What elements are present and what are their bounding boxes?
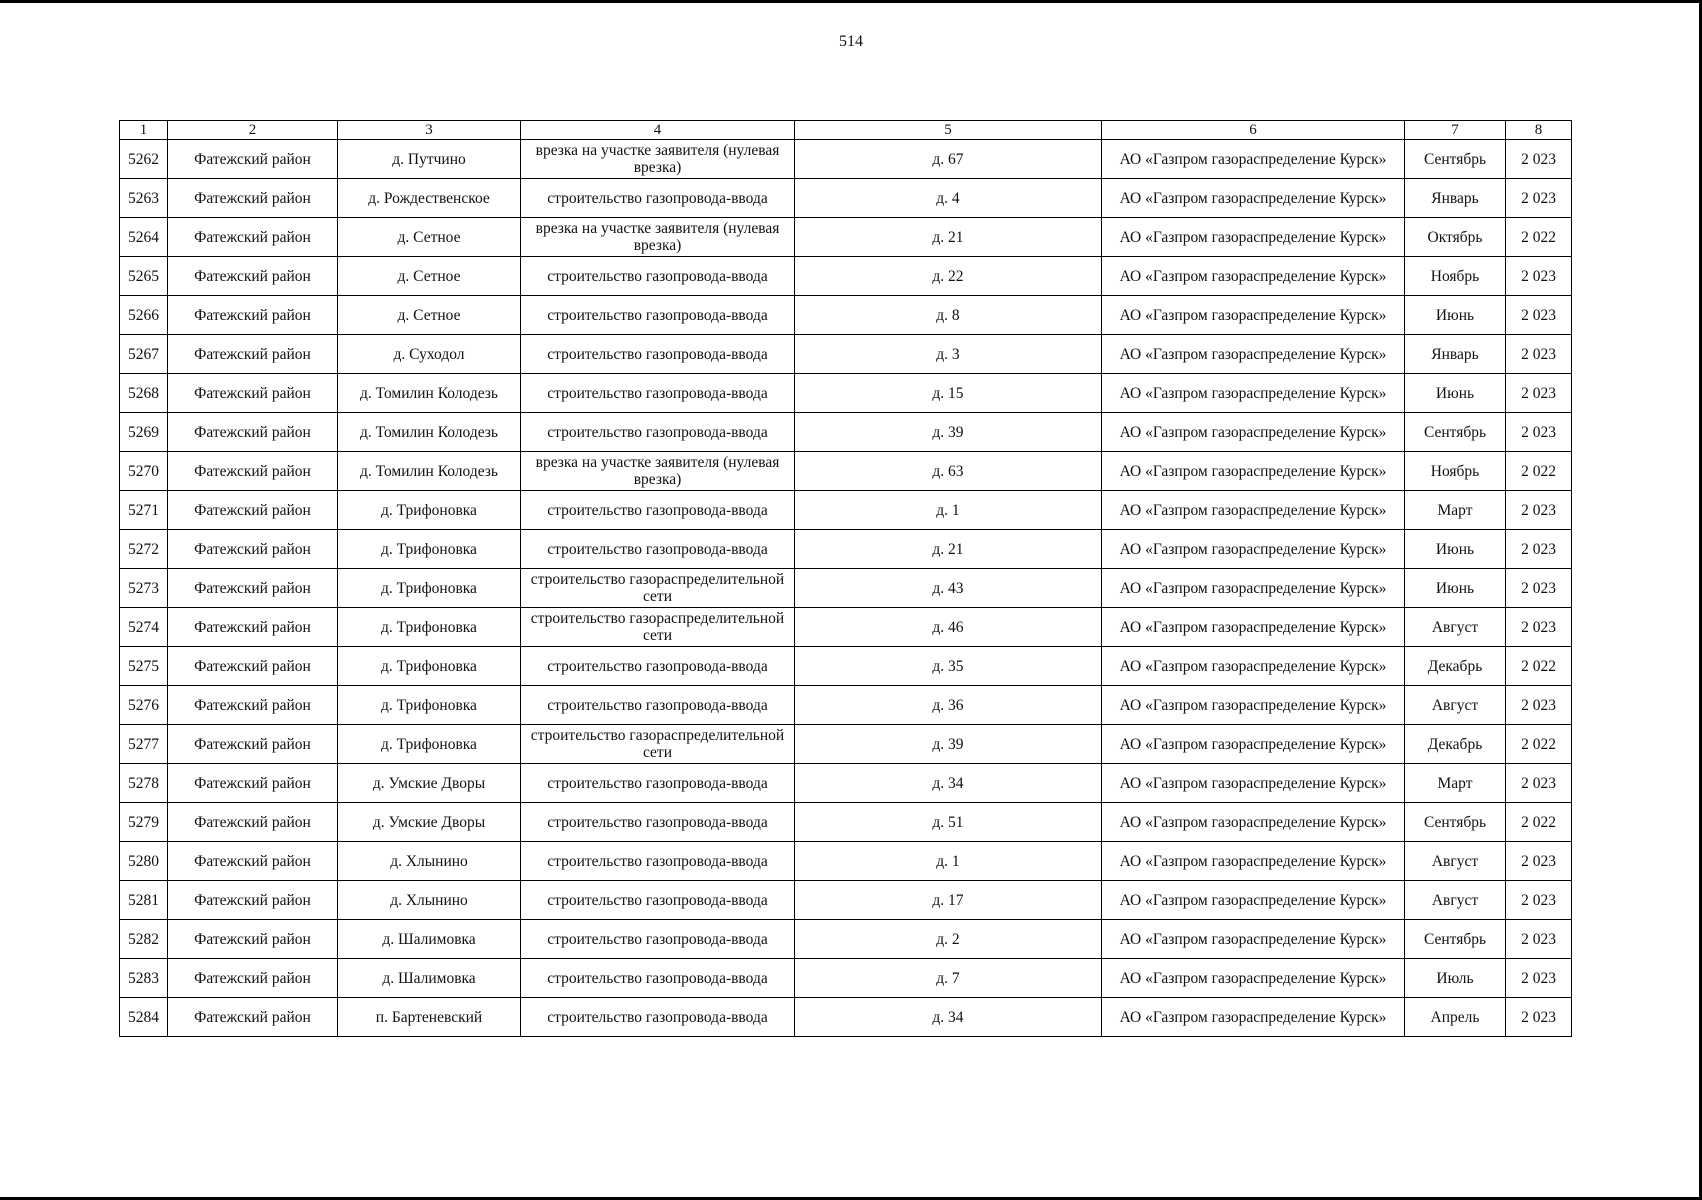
organization-cell: АО «Газпром газораспределение Курск» — [1102, 413, 1405, 452]
work-type-cell: строительство газопровода-ввода — [521, 803, 795, 842]
settlement-cell: д. Шалимовка — [338, 959, 521, 998]
work-type-cell: строительство газопровода-ввода — [521, 491, 795, 530]
settlement-cell: д. Трифоновка — [338, 686, 521, 725]
work-type-cell: строительство газопровода-ввода — [521, 413, 795, 452]
year-cell: 2 023 — [1506, 881, 1572, 920]
table-row — [120, 569, 1572, 608]
organization-cell: АО «Газпром газораспределение Курск» — [1102, 725, 1405, 764]
table-row — [120, 491, 1572, 530]
row-number-cell: 5284 — [120, 998, 168, 1037]
table-row — [120, 257, 1572, 296]
work-type-cell: строительство газопровода-ввода — [521, 647, 795, 686]
settlement-cell: д. Сетное — [338, 218, 521, 257]
house-cell: д. 4 — [795, 179, 1102, 218]
organization-cell: АО «Газпром газораспределение Курск» — [1102, 569, 1405, 608]
organization-cell: АО «Газпром газораспределение Курск» — [1102, 335, 1405, 374]
column-header-7: 7 — [1405, 121, 1506, 140]
year-cell: 2 023 — [1506, 257, 1572, 296]
column-header-3: 3 — [338, 121, 521, 140]
month-cell: Август — [1405, 881, 1506, 920]
work-type-cell: строительство газораспределительной сети — [521, 608, 795, 647]
organization-cell: АО «Газпром газораспределение Курск» — [1102, 491, 1405, 530]
page-number: 514 — [839, 33, 863, 50]
row-number-cell: 5283 — [120, 959, 168, 998]
table-row — [120, 608, 1572, 647]
table-row — [120, 920, 1572, 959]
work-type-cell: врезка на участке заявителя (нулевая врезка) — [521, 452, 795, 491]
house-cell: д. 67 — [795, 140, 1102, 179]
organization-cell: АО «Газпром газораспределение Курск» — [1102, 764, 1405, 803]
house-cell: д. 46 — [795, 608, 1102, 647]
row-number-cell: 5270 — [120, 452, 168, 491]
district-cell: Фатежский район — [168, 725, 338, 764]
house-cell: д. 17 — [795, 881, 1102, 920]
district-cell: Фатежский район — [168, 140, 338, 179]
year-cell: 2 023 — [1506, 959, 1572, 998]
work-type-cell: строительство газопровода-ввода — [521, 920, 795, 959]
table-row — [120, 296, 1572, 335]
district-cell: Фатежский район — [168, 764, 338, 803]
house-cell: д. 34 — [795, 998, 1102, 1037]
column-header-2: 2 — [168, 121, 338, 140]
house-cell: д. 36 — [795, 686, 1102, 725]
year-cell: 2 022 — [1506, 803, 1572, 842]
work-type-cell: строительство газопровода-ввода — [521, 296, 795, 335]
organization-cell: АО «Газпром газораспределение Курск» — [1102, 374, 1405, 413]
table-row — [120, 218, 1572, 257]
month-cell: Декабрь — [1405, 647, 1506, 686]
row-number-cell: 5282 — [120, 920, 168, 959]
month-cell: Июль — [1405, 959, 1506, 998]
table-row — [120, 179, 1572, 218]
table-row — [120, 335, 1572, 374]
settlement-cell: д. Суходол — [338, 335, 521, 374]
month-cell: Сентябрь — [1405, 413, 1506, 452]
organization-cell: АО «Газпром газораспределение Курск» — [1102, 920, 1405, 959]
row-number-cell: 5276 — [120, 686, 168, 725]
house-cell: д. 21 — [795, 218, 1102, 257]
row-number-cell: 5268 — [120, 374, 168, 413]
gas-connection-table — [119, 120, 1572, 1037]
month-cell: Апрель — [1405, 998, 1506, 1037]
house-cell: д. 63 — [795, 452, 1102, 491]
organization-cell: АО «Газпром газораспределение Курск» — [1102, 803, 1405, 842]
district-cell: Фатежский район — [168, 647, 338, 686]
house-cell: д. 7 — [795, 959, 1102, 998]
settlement-cell: д. Путчино — [338, 140, 521, 179]
row-number-cell: 5267 — [120, 335, 168, 374]
work-type-cell: строительство газопровода-ввода — [521, 881, 795, 920]
organization-cell: АО «Газпром газораспределение Курск» — [1102, 257, 1405, 296]
month-cell: Ноябрь — [1405, 257, 1506, 296]
month-cell: Сентябрь — [1405, 140, 1506, 179]
year-cell: 2 023 — [1506, 530, 1572, 569]
organization-cell: АО «Газпром газораспределение Курск» — [1102, 881, 1405, 920]
organization-cell: АО «Газпром газораспределение Курск» — [1102, 608, 1405, 647]
row-number-cell: 5269 — [120, 413, 168, 452]
work-type-cell: строительство газопровода-ввода — [521, 764, 795, 803]
year-cell: 2 022 — [1506, 725, 1572, 764]
organization-cell: АО «Газпром газораспределение Курск» — [1102, 296, 1405, 335]
year-cell: 2 023 — [1506, 335, 1572, 374]
month-cell: Июнь — [1405, 374, 1506, 413]
table-row — [120, 842, 1572, 881]
work-type-cell: строительство газопровода-ввода — [521, 998, 795, 1037]
column-header-5: 5 — [795, 121, 1102, 140]
month-cell: Март — [1405, 491, 1506, 530]
row-number-cell: 5274 — [120, 608, 168, 647]
row-number-cell: 5277 — [120, 725, 168, 764]
district-cell: Фатежский район — [168, 218, 338, 257]
district-cell: Фатежский район — [168, 296, 338, 335]
row-number-cell: 5264 — [120, 218, 168, 257]
organization-cell: АО «Газпром газораспределение Курск» — [1102, 218, 1405, 257]
district-cell: Фатежский район — [168, 998, 338, 1037]
month-cell: Октябрь — [1405, 218, 1506, 257]
organization-cell: АО «Газпром газораспределение Курск» — [1102, 647, 1405, 686]
settlement-cell: д. Хлынино — [338, 842, 521, 881]
month-cell: Ноябрь — [1405, 452, 1506, 491]
column-header-6: 6 — [1102, 121, 1405, 140]
organization-cell: АО «Газпром газораспределение Курск» — [1102, 959, 1405, 998]
settlement-cell: д. Хлынино — [338, 881, 521, 920]
table-row — [120, 725, 1572, 764]
district-cell: Фатежский район — [168, 959, 338, 998]
table-body — [120, 140, 1572, 1037]
year-cell: 2 023 — [1506, 608, 1572, 647]
row-number-cell: 5280 — [120, 842, 168, 881]
settlement-cell: д. Трифоновка — [338, 569, 521, 608]
table-row — [120, 452, 1572, 491]
row-number-cell: 5273 — [120, 569, 168, 608]
row-number-cell: 5262 — [120, 140, 168, 179]
row-number-cell: 5272 — [120, 530, 168, 569]
house-cell: д. 34 — [795, 764, 1102, 803]
month-cell: Июнь — [1405, 569, 1506, 608]
settlement-cell: д. Умские Дворы — [338, 803, 521, 842]
row-number-cell: 5266 — [120, 296, 168, 335]
year-cell: 2 023 — [1506, 764, 1572, 803]
district-cell: Фатежский район — [168, 686, 338, 725]
settlement-cell: д. Трифоновка — [338, 608, 521, 647]
year-cell: 2 022 — [1506, 218, 1572, 257]
house-cell: д. 21 — [795, 530, 1102, 569]
work-type-cell: строительство газораспределительной сети — [521, 569, 795, 608]
organization-cell: АО «Газпром газораспределение Курск» — [1102, 998, 1405, 1037]
month-cell: Сентябрь — [1405, 920, 1506, 959]
work-type-cell: строительство газопровода-ввода — [521, 686, 795, 725]
work-type-cell: строительство газопровода-ввода — [521, 257, 795, 296]
settlement-cell: п. Бартеневский — [338, 998, 521, 1037]
year-cell: 2 022 — [1506, 647, 1572, 686]
work-type-cell: врезка на участке заявителя (нулевая врезка) — [521, 140, 795, 179]
settlement-cell: д. Сетное — [338, 296, 521, 335]
work-type-cell: строительство газопровода-ввода — [521, 374, 795, 413]
month-cell: Август — [1405, 842, 1506, 881]
district-cell: Фатежский район — [168, 569, 338, 608]
column-header-8: 8 — [1506, 121, 1572, 140]
work-type-cell: строительство газопровода-ввода — [521, 335, 795, 374]
settlement-cell: д. Трифоновка — [338, 647, 521, 686]
year-cell: 2 023 — [1506, 374, 1572, 413]
table-row — [120, 881, 1572, 920]
month-cell: Январь — [1405, 335, 1506, 374]
house-cell: д. 39 — [795, 413, 1102, 452]
district-cell: Фатежский район — [168, 452, 338, 491]
row-number-cell: 5279 — [120, 803, 168, 842]
district-cell: Фатежский район — [168, 179, 338, 218]
month-cell: Март — [1405, 764, 1506, 803]
organization-cell: АО «Газпром газораспределение Курск» — [1102, 140, 1405, 179]
year-cell: 2 023 — [1506, 140, 1572, 179]
settlement-cell: д. Сетное — [338, 257, 521, 296]
year-cell: 2 023 — [1506, 998, 1572, 1037]
settlement-cell: д. Томилин Колодезь — [338, 413, 521, 452]
house-cell: д. 15 — [795, 374, 1102, 413]
row-number-cell: 5271 — [120, 491, 168, 530]
settlement-cell: д. Шалимовка — [338, 920, 521, 959]
district-cell: Фатежский район — [168, 335, 338, 374]
work-type-cell: строительство газопровода-ввода — [521, 179, 795, 218]
settlement-cell: д. Томилин Колодезь — [338, 452, 521, 491]
organization-cell: АО «Газпром газораспределение Курск» — [1102, 686, 1405, 725]
table-row — [120, 686, 1572, 725]
district-cell: Фатежский район — [168, 842, 338, 881]
organization-cell: АО «Газпром газораспределение Курск» — [1102, 530, 1405, 569]
settlement-cell: д. Томилин Колодезь — [338, 374, 521, 413]
district-cell: Фатежский район — [168, 608, 338, 647]
table-row — [120, 530, 1572, 569]
month-cell: Август — [1405, 608, 1506, 647]
year-cell: 2 023 — [1506, 920, 1572, 959]
month-cell: Август — [1405, 686, 1506, 725]
organization-cell: АО «Газпром газораспределение Курск» — [1102, 452, 1405, 491]
month-cell: Сентябрь — [1405, 803, 1506, 842]
house-cell: д. 22 — [795, 257, 1102, 296]
month-cell: Январь — [1405, 179, 1506, 218]
house-cell: д. 43 — [795, 569, 1102, 608]
work-type-cell: строительство газораспределительной сети — [521, 725, 795, 764]
year-cell: 2 023 — [1506, 296, 1572, 335]
table-row — [120, 803, 1572, 842]
table-row — [120, 140, 1572, 179]
district-cell: Фатежский район — [168, 257, 338, 296]
organization-cell: АО «Газпром газораспределение Курск» — [1102, 179, 1405, 218]
house-cell: д. 35 — [795, 647, 1102, 686]
table-row — [120, 374, 1572, 413]
table-row — [120, 959, 1572, 998]
year-cell: 2 023 — [1506, 842, 1572, 881]
settlement-cell: д. Рождественское — [338, 179, 521, 218]
district-cell: Фатежский район — [168, 491, 338, 530]
organization-cell: АО «Газпром газораспределение Курск» — [1102, 842, 1405, 881]
year-cell: 2 023 — [1506, 179, 1572, 218]
district-cell: Фатежский район — [168, 530, 338, 569]
table-row — [120, 764, 1572, 803]
month-cell: Декабрь — [1405, 725, 1506, 764]
district-cell: Фатежский район — [168, 374, 338, 413]
row-number-cell: 5281 — [120, 881, 168, 920]
table-row — [120, 647, 1572, 686]
district-cell: Фатежский район — [168, 803, 338, 842]
work-type-cell: строительство газопровода-ввода — [521, 959, 795, 998]
row-number-cell: 5265 — [120, 257, 168, 296]
row-number-cell: 5275 — [120, 647, 168, 686]
year-cell: 2 023 — [1506, 491, 1572, 530]
row-number-cell: 5263 — [120, 179, 168, 218]
house-cell: д. 1 — [795, 842, 1102, 881]
house-cell: д. 39 — [795, 725, 1102, 764]
house-cell: д. 1 — [795, 491, 1102, 530]
table-row — [120, 998, 1572, 1037]
year-cell: 2 022 — [1506, 452, 1572, 491]
table-row — [120, 413, 1572, 452]
district-cell: Фатежский район — [168, 413, 338, 452]
column-header-1: 1 — [120, 121, 168, 140]
header-row — [120, 121, 1572, 140]
house-cell: д. 3 — [795, 335, 1102, 374]
year-cell: 2 023 — [1506, 686, 1572, 725]
settlement-cell: д. Трифоновка — [338, 725, 521, 764]
settlement-cell: д. Трифоновка — [338, 530, 521, 569]
settlement-cell: д. Умские Дворы — [338, 764, 521, 803]
work-type-cell: строительство газопровода-ввода — [521, 842, 795, 881]
month-cell: Июнь — [1405, 530, 1506, 569]
district-cell: Фатежский район — [168, 881, 338, 920]
house-cell: д. 2 — [795, 920, 1102, 959]
settlement-cell: д. Трифоновка — [338, 491, 521, 530]
work-type-cell: строительство газопровода-ввода — [521, 530, 795, 569]
month-cell: Июнь — [1405, 296, 1506, 335]
house-cell: д. 8 — [795, 296, 1102, 335]
year-cell: 2 023 — [1506, 569, 1572, 608]
house-cell: д. 51 — [795, 803, 1102, 842]
year-cell: 2 023 — [1506, 413, 1572, 452]
column-header-4: 4 — [521, 121, 795, 140]
district-cell: Фатежский район — [168, 920, 338, 959]
work-type-cell: врезка на участке заявителя (нулевая врезка) — [521, 218, 795, 257]
row-number-cell: 5278 — [120, 764, 168, 803]
